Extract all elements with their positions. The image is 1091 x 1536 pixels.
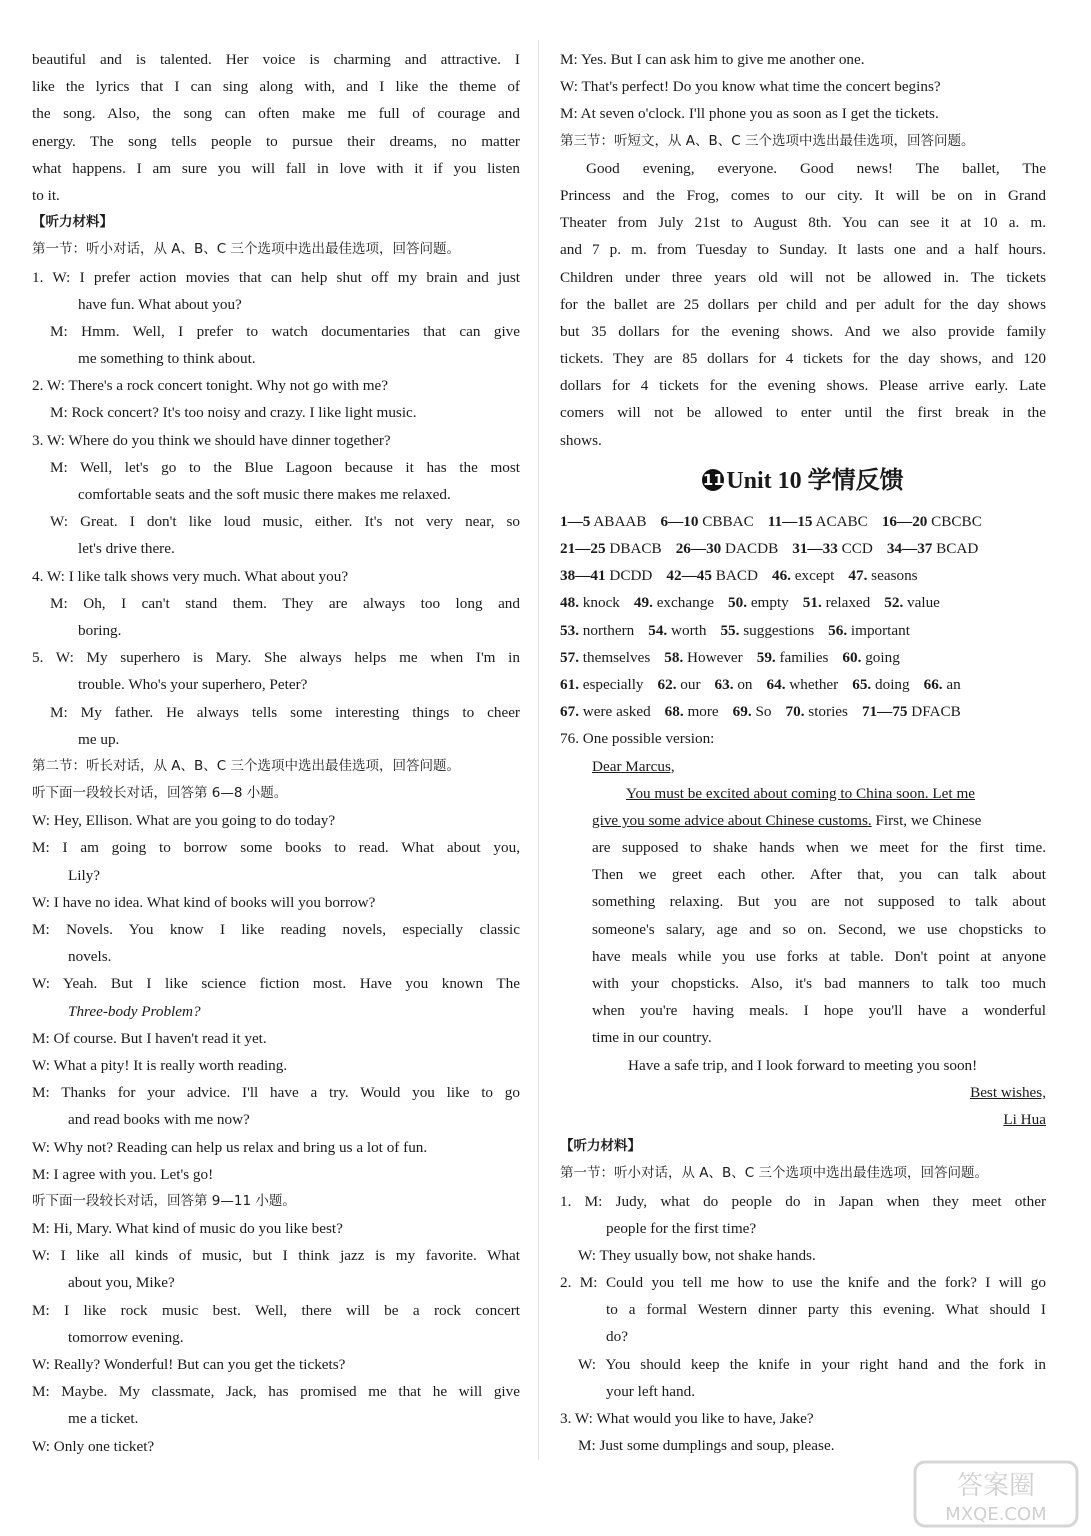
dialogue-line: boring. (78, 621, 122, 639)
passage-line: Princess and the Frog, comes to our city. It will be on in Grand (560, 186, 1046, 204)
answer-value: stories (808, 703, 848, 721)
answer-number: 42—45 (666, 567, 712, 585)
answer-number: 1—5 (560, 512, 591, 530)
dialogue-line: do? (606, 1328, 628, 1346)
answer-item (882, 513, 982, 530)
answer-value: DCDD (609, 567, 653, 585)
answer-number: 47. (848, 567, 868, 585)
text-line: energy. The song tells people to pursue their dreams, no matter (32, 132, 520, 150)
svg-text:MXQE.COM: MXQE.COM (945, 1504, 1047, 1525)
answer-value: value (907, 594, 940, 612)
answer-item (560, 567, 652, 584)
answer-row (560, 562, 1046, 589)
answer-value: an (946, 675, 961, 693)
dialogue-line: me a ticket. (68, 1410, 139, 1428)
material-heading: 【听力材料】 (32, 214, 113, 231)
answer-item (720, 622, 814, 639)
dialogue-line: W: What a pity! It is really worth reading. (32, 1056, 288, 1074)
dialogue-line: M: At seven o'clock. I'll phone you as soon as I get the tickets. (560, 105, 939, 123)
answer-value: BCAD (936, 540, 979, 557)
answer-value: DFACB (911, 703, 961, 721)
letter-line: someone's salary, age and so on. Second, we use chopsticks to (592, 920, 1046, 938)
essay-intro: 76. One possible version: (560, 730, 715, 748)
text-line: to it. (32, 186, 60, 204)
letter-line: have meals while you use forks at table. Don't point at anyone (592, 947, 1046, 965)
unit-title (560, 454, 1046, 508)
watermark-logo (911, 1458, 1081, 1530)
answer-value: However (687, 648, 743, 666)
dialogue-line: W: They usually bow, not shake hands. (578, 1246, 816, 1264)
dialogue-line: W: Great. I don't like loud music, either. It's not very near, so (50, 513, 520, 531)
dialogue-line: to a formal Western dinner party this evening. What should I (606, 1301, 1046, 1319)
answer-item (664, 649, 742, 666)
dialogue-line: 2. M: Could you tell me how to use the knife and the fork? I will go (560, 1274, 1046, 1292)
answer-number: 69. (732, 703, 752, 721)
dialogue-line: Three-body Problem? (68, 1002, 201, 1020)
dialogue-line: me something to think about. (78, 350, 256, 368)
text-line: beautiful and is talented. Her voice is charming and attractive. I (32, 51, 520, 68)
answer-number: 6—10 (660, 512, 699, 530)
answer-value: except (794, 567, 835, 585)
answer-value: CBBAC (702, 512, 754, 530)
answer-value: whether (789, 675, 839, 693)
dialogue-line: M: Yes. But I can ask him to give me another one. (560, 51, 865, 68)
answer-item (560, 513, 647, 530)
dialogue-line: and read books with me now? (68, 1111, 250, 1129)
letter-line: Then we greet each other. After that, you can talk about (592, 866, 1046, 884)
answer-number: 11—15 (767, 512, 813, 530)
answer-value: CBCBC (931, 512, 982, 530)
answer-row (560, 535, 1046, 562)
answer-number: 46. (771, 567, 791, 585)
answer-value: DACDB (725, 540, 779, 557)
answer-value: worth (671, 621, 707, 639)
answer-item (803, 594, 870, 611)
section-heading: 第一节：听小对话，从 A、B、C 三个选项中选出最佳选项，回答问题。 (32, 241, 461, 258)
answer-number: 56. (828, 621, 848, 639)
dialogue-line: M: Rock concert? It's too noisy and crazy. I like light music. (50, 404, 417, 422)
dialogue-line: 3. W: Where do you think we should have dinner together? (32, 431, 391, 449)
text-line: the song. Also, the song can often make me full of courage and (32, 105, 520, 123)
dialogue-line: 3. W: What would you like to have, Jake? (560, 1410, 814, 1427)
passage-line: Theater from July 21st to August 8th. You can see it at 10 a. m. (560, 214, 1046, 232)
answer-item (842, 649, 899, 666)
dialogue-line: W: Hey, Ellison. What are you going to do today? (32, 812, 336, 830)
answer-item (772, 567, 834, 584)
answer-item (634, 594, 714, 611)
answer-item (786, 703, 848, 720)
dialogue-line: let's drive there. (78, 540, 175, 558)
answer-item (733, 703, 772, 720)
answer-value: exchange (656, 594, 715, 612)
dialogue-line: M: My father. He always tells some interesting things to cheer (50, 703, 520, 721)
answer-value: ACABC (815, 512, 868, 530)
answer-row (560, 671, 1046, 698)
letter-line: time in our country. (592, 1029, 712, 1047)
answer-value: doing (875, 675, 910, 693)
answer-value: especially (582, 675, 644, 693)
answer-item (767, 676, 839, 693)
answer-number: 58. (664, 648, 684, 666)
answer-number: 34—37 (886, 540, 933, 557)
dialogue-line: M: Well, let's go to the Blue Lagoon because it has the most (50, 458, 520, 476)
answer-item (768, 513, 868, 530)
dialogue-line: M: Novels. You know I like reading novels, especially classic (32, 921, 520, 938)
answer-number: 71—75 (861, 703, 908, 721)
passage-line: for the ballet are 25 dollars per child and per adult for the day shows (560, 295, 1046, 313)
section-heading: 第三节：听短文，从 A、B、C 三个选项中选出最佳选项，回答问题。 (560, 132, 975, 149)
answer-value: suggestions (743, 621, 815, 639)
answer-number: 59. (756, 648, 776, 666)
letter-line: something relaxing. But you are not supposed to talk about (592, 893, 1046, 911)
dialogue-line: M: Just some dumplings and soup, please. (578, 1437, 835, 1455)
dialogue-line: M: Oh, I can't stand them. They are always too long and (50, 594, 520, 612)
section-heading: 第一节：听小对话，从 A、B、C 三个选项中选出最佳选项，回答问题。 (560, 1165, 989, 1182)
dialogue-line: 1. W: I prefer action movies that can help shut off my brain and just (32, 268, 520, 286)
answer-item (848, 567, 917, 584)
letter-line: You must be excited about coming to China soon. Let me (626, 784, 975, 802)
dialogue-line: tomorrow evening. (68, 1328, 184, 1346)
answer-number: 21—25 (560, 540, 606, 557)
answer-value: BACD (715, 567, 758, 585)
passage-line: dollars for 4 tickets for the evening shows. Please arrive early. Late (560, 377, 1046, 395)
answer-item (792, 540, 873, 557)
dialogue-line: people for the first time? (606, 1219, 757, 1237)
text-line: like the lyrics that I can sing along with, and I like the theme of (32, 78, 520, 96)
dialogue-line: M: I agree with you. Let's go! (32, 1165, 214, 1183)
answer-number: 65. (852, 675, 872, 693)
answer-item (648, 622, 706, 639)
answer-number: 31—33 (792, 540, 838, 557)
answer-key (560, 508, 1046, 726)
dialogue-line: M: I am going to borrow some books to read. What about you, (32, 839, 520, 857)
dialogue-line: W: Why not? Reading can help us relax and bring us a lot of fun. (32, 1138, 428, 1156)
dialogue-line: M: Maybe. My classmate, Jack, has promised me that he will give (32, 1383, 520, 1401)
answer-item (757, 649, 829, 666)
text-line: what happens. I am sure you will fall in love with it if you listen (32, 159, 520, 177)
answer-row (560, 617, 1046, 644)
dialogue-line: W: I like all kinds of music, but I think jazz is my favorite. What (32, 1247, 520, 1265)
answer-value: relaxed (825, 594, 871, 612)
passage-line: and 7 p. m. from Tuesday to Sunday. It lasts one and a half hours. (560, 241, 1046, 259)
answer-number: 57. (560, 648, 579, 666)
answer-item (828, 622, 910, 639)
letter-line: are supposed to shake hands when we meet for the first time. (592, 839, 1046, 857)
dialogue-line: about you, Mike? (68, 1274, 175, 1292)
answer-item (665, 703, 719, 720)
answer-item (862, 703, 961, 720)
dialogue-line: W: Really? Wonderful! But can you get the tickets? (32, 1356, 346, 1373)
answer-row (560, 698, 1046, 725)
answer-item (560, 676, 644, 693)
answer-number: 16—20 (881, 512, 928, 530)
answer-number: 26—30 (675, 540, 722, 557)
answer-item (560, 649, 650, 666)
letter-greeting: Dear Marcus, (592, 757, 675, 775)
dialogue-line: novels. (68, 948, 112, 966)
letter-signature: Li Hua (1003, 1110, 1046, 1128)
answer-number: 68. (664, 703, 684, 721)
answer-number: 49. (633, 594, 653, 612)
letter-line: when you're having meals. I hope you'll have a wonderful (592, 1002, 1046, 1020)
answer-number: 66. (923, 675, 943, 693)
passage-line: but 35 dollars for the evening shows. And we also provide family (560, 322, 1046, 340)
answer-item (715, 676, 753, 693)
answer-item (666, 567, 758, 584)
dialogue-line: have fun. What about you? (78, 295, 242, 313)
dialogue-line: comfortable seats and the soft music there makes me relaxed. (78, 486, 451, 503)
answer-number: 67. (560, 703, 579, 721)
dialogue-line: W: Only one ticket? (32, 1437, 155, 1455)
dialogue-line: M: Of course. But I haven't read it yet. (32, 1029, 267, 1047)
answer-number: 54. (648, 621, 668, 639)
passage-line: comers will not be allowed to enter until the first break in the (560, 404, 1046, 422)
answer-number: 38—41 (560, 567, 606, 585)
answer-value: DBACB (609, 540, 662, 557)
answer-value: So (755, 703, 772, 721)
answer-value: seasons (871, 567, 918, 585)
letter-line: Have a safe trip, and I look forward to meeting you soon! (628, 1056, 978, 1074)
answer-value: knock (582, 594, 620, 612)
answer-value: our (680, 675, 701, 693)
sub-heading: 听下面一段较长对话，回答第 9—11 小题。 (32, 1192, 296, 1209)
answer-item (658, 676, 701, 693)
left-column (32, 46, 520, 1460)
answer-item (728, 594, 789, 611)
dialogue-line: W: Yeah. But I like science fiction most. Have you known The (32, 975, 520, 993)
passage-line: Good evening, everyone. Good news! The ballet, The (586, 159, 1046, 177)
dialogue-line: 5. W: My superhero is Mary. She always helps me when I'm in (32, 649, 520, 667)
passage-line: Children under three years old will not be allowed in. The tickets (560, 268, 1046, 286)
answer-value: empty (750, 594, 789, 612)
answer-value: on (737, 675, 753, 693)
dialogue-line: me up. (78, 730, 120, 748)
answer-number: 62. (657, 675, 677, 693)
answer-row (560, 644, 1046, 671)
passage-line: shows. (560, 431, 602, 449)
dialogue-line: W: You should keep the knife in your right hand and the fork in (578, 1355, 1046, 1373)
dialogue-line: your left hand. (606, 1382, 695, 1400)
sub-heading: 听下面一段较长对话，回答第 6—8 小题。 (32, 785, 288, 802)
answer-number: 53. (560, 621, 579, 639)
answer-item (560, 540, 662, 557)
dialogue-line: M: Hi, Mary. What kind of music do you like best? (32, 1220, 343, 1238)
unit-number-badge: 11 (702, 470, 724, 489)
dialogue-line: 4. W: I like talk shows very much. What about you? (32, 567, 349, 585)
answer-number: 50. (728, 594, 748, 612)
dialogue-line: M: Hmm. Well, I prefer to watch documentaries that can give (50, 322, 520, 340)
answer-value: CCD (841, 540, 873, 557)
material-heading: 【听力材料】 (560, 1138, 641, 1155)
answer-item (676, 540, 779, 557)
answer-item (661, 513, 754, 530)
letter-closing: Best wishes, (970, 1083, 1046, 1101)
answer-row (560, 508, 1046, 535)
section-heading: 第二节：听长对话，从 A、B、C 三个选项中选出最佳选项，回答问题。 (32, 757, 461, 774)
answer-value: northern (582, 621, 635, 639)
column-divider (538, 40, 539, 1460)
answer-item (884, 594, 940, 611)
answer-number: 55. (720, 621, 740, 639)
dialogue-line: 2. W: There's a rock concert tonight. Why not go with me? (32, 377, 389, 395)
answer-value: important (850, 621, 910, 639)
answer-value: ABAAB (593, 512, 647, 530)
answer-value: themselves (582, 648, 651, 666)
answer-number: 64. (766, 675, 786, 693)
answer-item (560, 703, 651, 720)
answer-value: more (687, 703, 719, 721)
answer-row (560, 589, 1046, 616)
dialogue-line: W: That's perfect! Do you know what time the concert begins? (560, 78, 941, 96)
answer-number: 63. (714, 675, 734, 693)
answer-value: were asked (582, 703, 651, 721)
answer-item (560, 622, 634, 639)
dialogue-line: trouble. Who's your superhero, Peter? (78, 676, 308, 694)
answer-item (887, 540, 979, 557)
answer-item (560, 594, 620, 611)
dialogue-line: Lily? (68, 866, 101, 884)
dialogue-line: M: I like rock music best. Well, there will be a rock concert (32, 1301, 520, 1319)
passage-line: tickets. They are 85 dollars for 4 tickets for the day shows, and 120 (560, 350, 1046, 368)
letter-line: with your chopsticks. Also, it's bad manners to talk too much (592, 975, 1046, 992)
dialogue-line: W: I have no idea. What kind of books will you borrow? (32, 893, 376, 911)
answer-number: 61. (560, 675, 579, 693)
dialogue-line: M: Thanks for your advice. I'll have a try. Would you like to go (32, 1084, 520, 1102)
answer-number: 48. (560, 594, 579, 612)
answer-item (852, 676, 909, 693)
answer-number: 52. (884, 594, 904, 612)
answer-number: 70. (785, 703, 805, 721)
answer-value: families (779, 648, 829, 666)
letter-line: give you some advice about Chinese customs. First, we Chinese (592, 811, 982, 829)
answer-value: going (865, 648, 900, 666)
answer-item (924, 676, 961, 693)
unit-title-text: Unit 10 学情反馈 (726, 467, 904, 494)
answer-number: 60. (842, 648, 862, 666)
svg-text:答案圈: 答案圈 (956, 1471, 1036, 1501)
dialogue-line: 1. M: Judy, what do people do in Japan when they meet other (560, 1192, 1046, 1210)
answer-number: 51. (802, 594, 822, 612)
right-column (560, 46, 1046, 1459)
